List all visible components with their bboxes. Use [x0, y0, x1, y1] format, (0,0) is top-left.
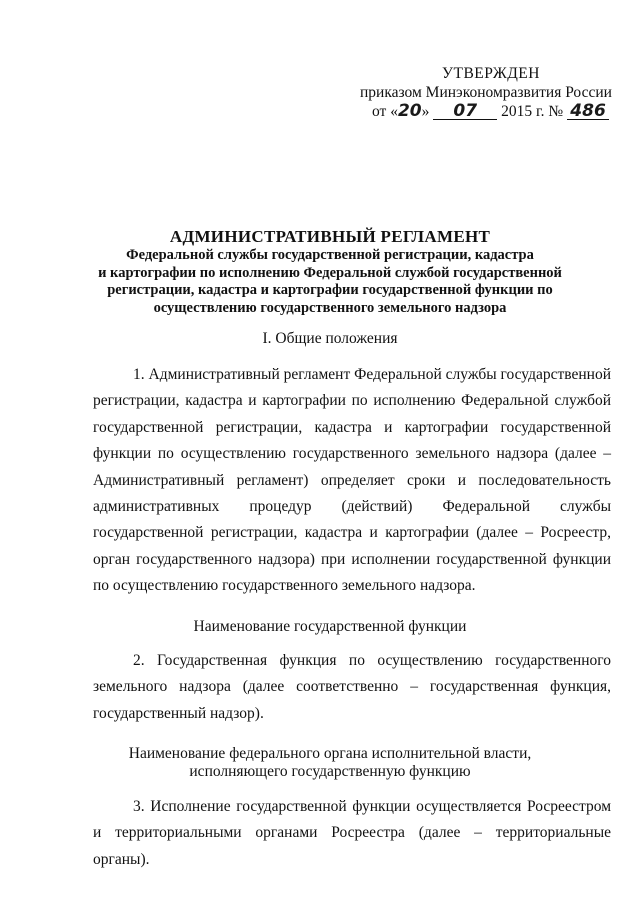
organ-heading-line: исполняющего государственную функцию [189, 763, 471, 780]
document-subtitle [70, 247, 590, 317]
date-close-quote: » [421, 103, 430, 120]
date-prefix: от « [372, 103, 398, 120]
handwritten-number: 486 [567, 104, 609, 120]
subtitle-line: и картографии по исполнению Федеральной службой государственной [98, 264, 562, 281]
document-title: АДМИНИСТРАТИВНЫЙ РЕГЛАМЕНТ [169, 227, 491, 246]
subtitle-line: Федеральной службы государственной регистрации, кадастра [126, 247, 534, 263]
approval-title: УТВЕРЖДЕН [442, 65, 540, 82]
approval-order-line: приказом Минэкономразвития России [360, 84, 612, 101]
organ-heading-line: Наименование федерального органа исполнительной власти, [128, 745, 532, 762]
approval-stamp [352, 64, 618, 121]
section-heading-function-name: Наименование государственной функции [193, 618, 467, 635]
subtitle-line: осуществлению государственного земельного надзора [153, 299, 507, 316]
paragraph-2: 2. Государственная функция по осуществлению государственного земельного надзора (далее соответственно – государственная функция, государственный надзор). [93, 652, 611, 722]
section-heading-general: I. Общие положения [262, 330, 398, 347]
section-heading-organ [80, 745, 580, 781]
handwritten-day: 20 [397, 101, 422, 121]
paragraph-1: 1. Административный регламент Федеральной службы государственной регистрации, кадастра и картографии по исполнению Федеральной службой государственной регистрации, кадастра и картографии государственной функции по осуществлению государственного земельного надзора (далее – Административный регламент) определяет сроки и последовательность административных процедур (действий) Федеральной службы государственной регистрации, кадастра и картографии (далее – Росреестр, орган государственного надзора) при исполнении государственной функции по осуществлению государственного земельного надзора. [93, 366, 611, 595]
paragraph-3: 3. Исполнение государственной функции осуществляется Росреестром и территориальными органами Росреестра (далее – территориальные органы). [93, 798, 611, 868]
subtitle-line: регистрации, кадастра и картографии государственной функции по [107, 282, 553, 298]
approval-date-line [352, 102, 618, 121]
handwritten-month: 07 [433, 104, 497, 120]
date-year-text: 2015 г. № [501, 103, 564, 120]
